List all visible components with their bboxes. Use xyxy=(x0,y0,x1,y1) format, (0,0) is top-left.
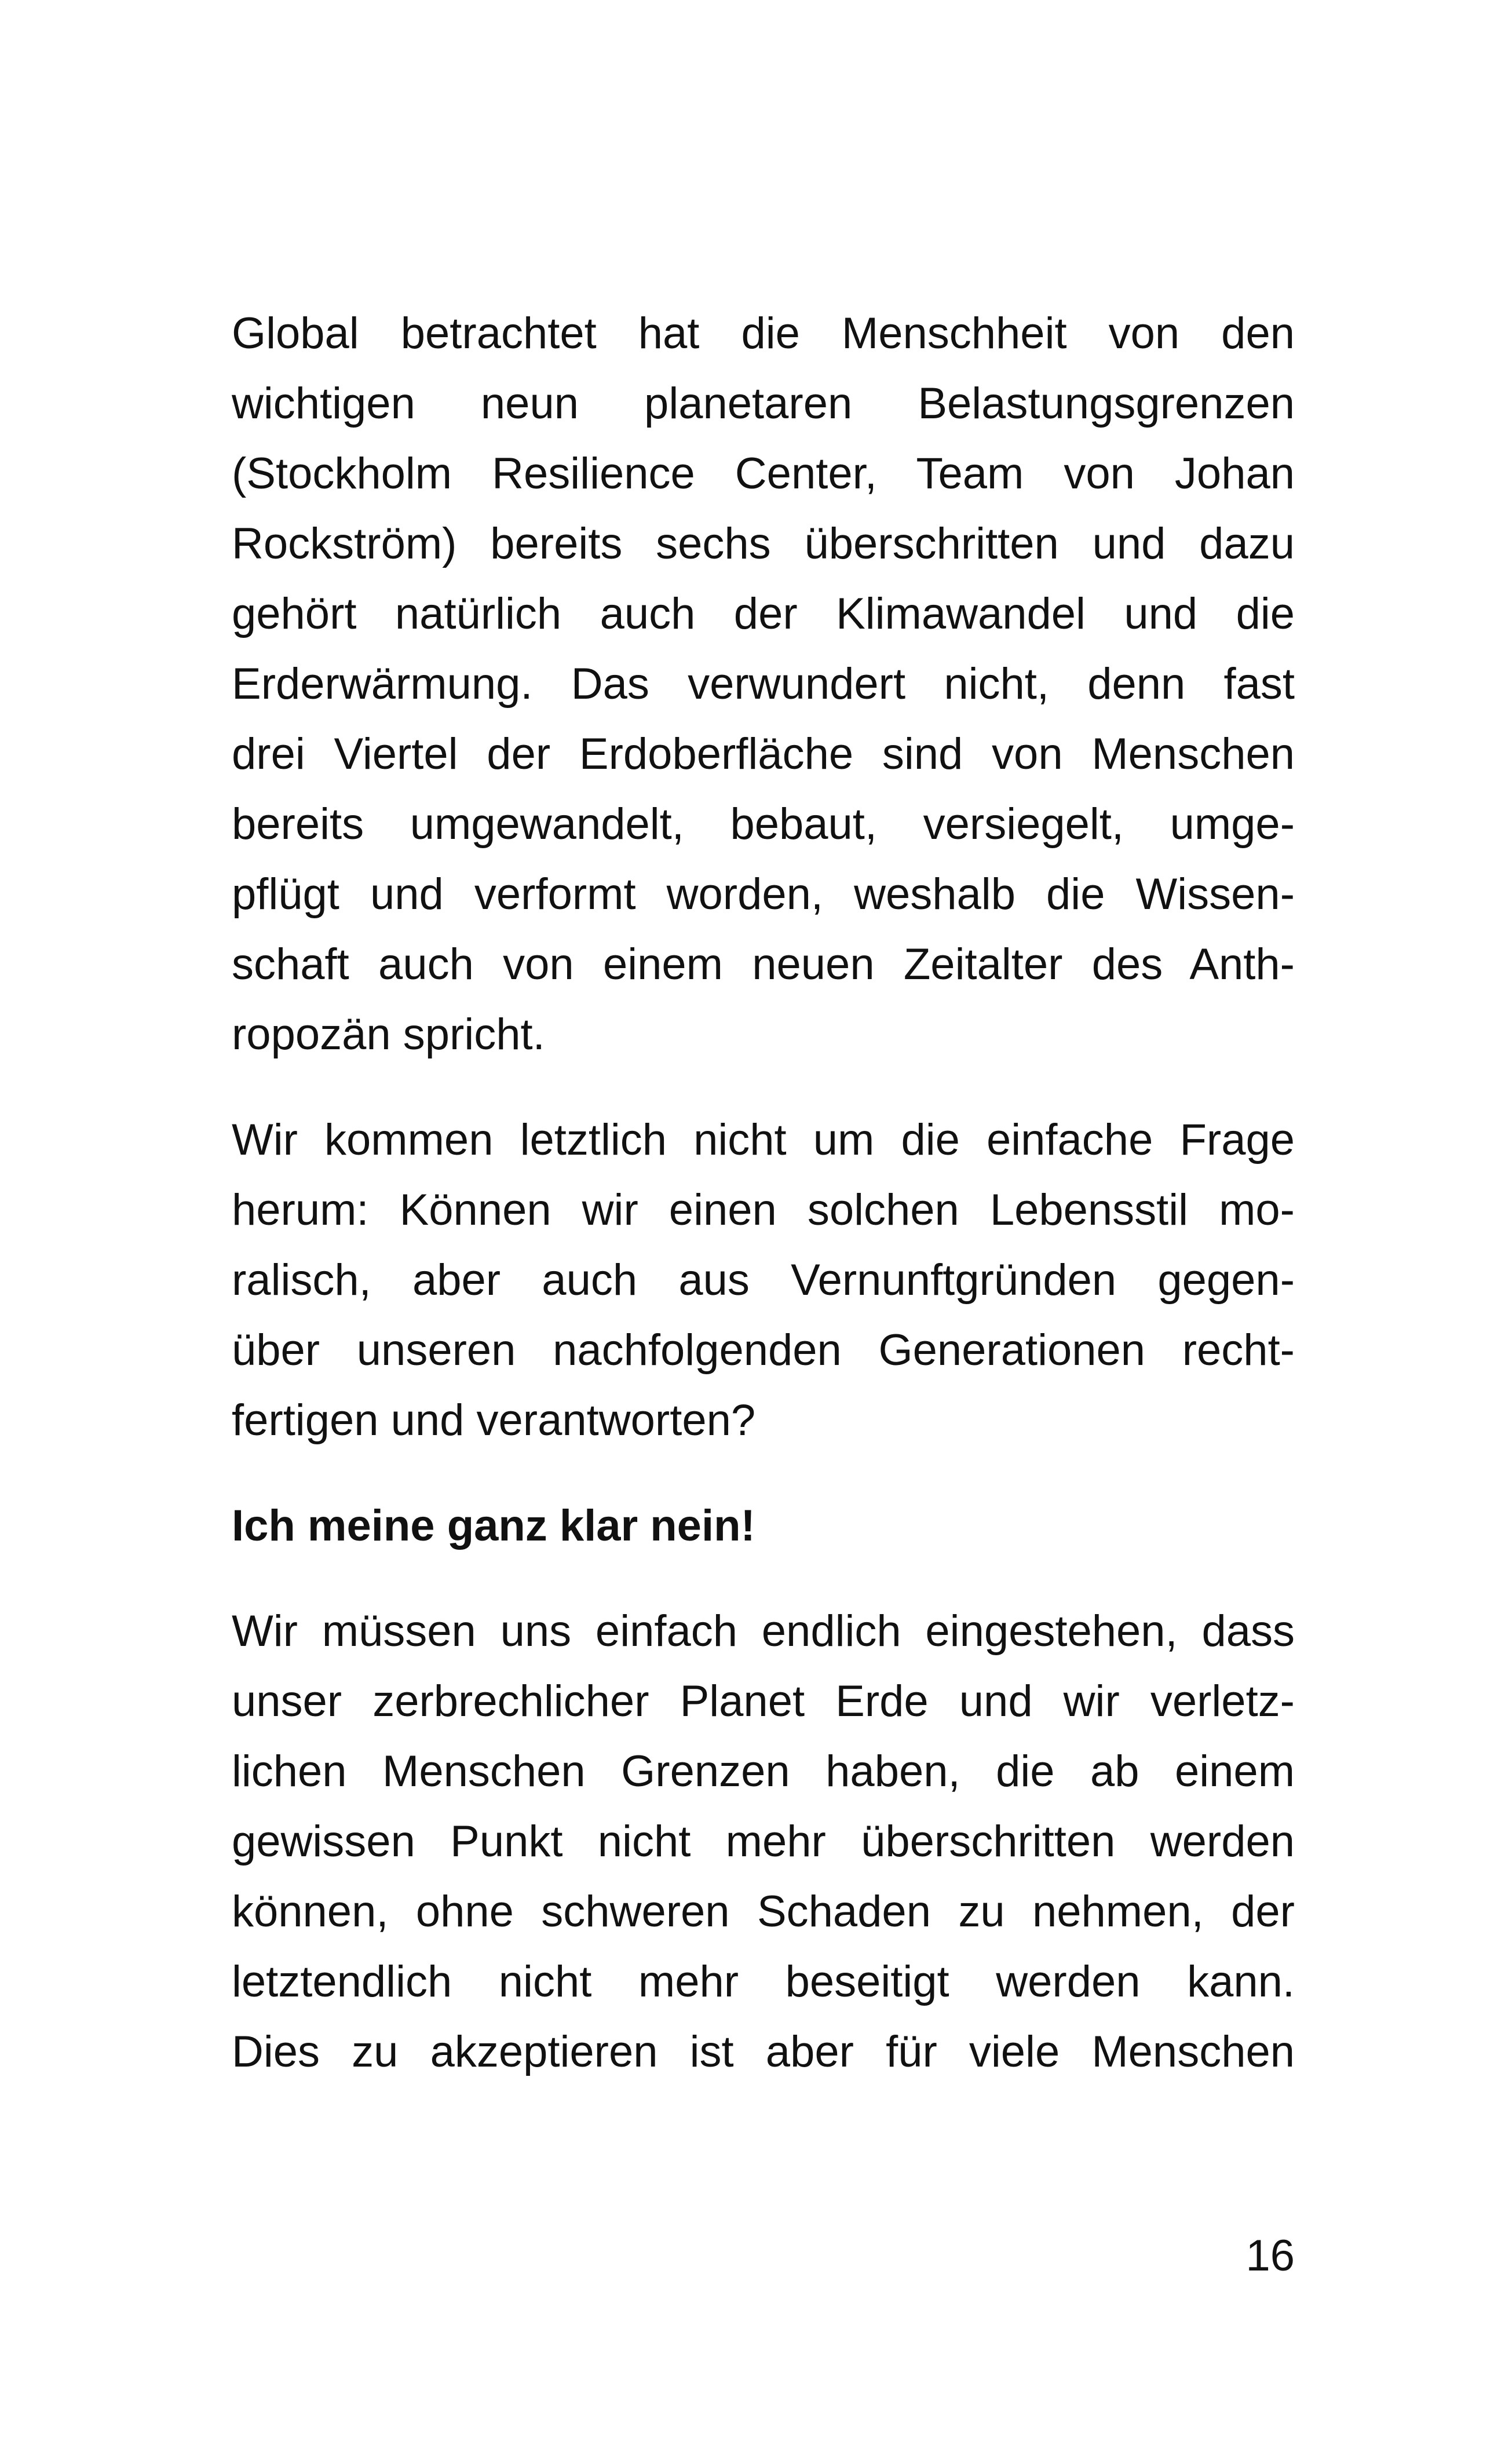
text-line: drei Viertel der Erdoberfläche sind von Menschen xyxy=(232,729,1295,779)
text-line: gewissen Punkt nicht mehr überschritten werden xyxy=(232,1817,1295,1866)
text-line: über unseren nachfolgenden Generationen recht- xyxy=(232,1326,1295,1375)
text-line: letztendlich nicht mehr beseitigt werden kann. xyxy=(232,1957,1295,2006)
paragraph-answer xyxy=(232,1491,1295,1561)
text-line: lichen Menschen Grenzen haben, die ab einem xyxy=(232,1747,1295,1796)
text-line: ralisch, aber auch aus Vernunftgründen gegen- xyxy=(232,1255,1295,1305)
text-line: (Stockholm Resilience Center, Team von Johan xyxy=(232,449,1295,498)
bold-statement: Ich meine ganz klar nein! xyxy=(232,1501,755,1550)
text-line: Dies zu akzeptieren ist aber für viele Menschen xyxy=(232,2027,1295,2076)
text-line: Wir müssen uns einfach endlich eingestehen, dass xyxy=(232,1607,1295,1656)
text-line: Rockström) bereits sechs überschritten und dazu xyxy=(232,519,1295,568)
paragraph-question xyxy=(232,1105,1295,1455)
paragraph-planetary-boundaries xyxy=(232,298,1295,1069)
text-line: pflügt und verformt worden, weshalb die Wissen- xyxy=(232,870,1295,919)
text-line: unser zerbrechlicher Planet Erde und wir verletz- xyxy=(232,1677,1295,1726)
text-line: bereits umgewandelt, bebaut, versiegelt, umge- xyxy=(232,800,1295,849)
text-line: schaft auch von einem neuen Zeitalter des Anth- xyxy=(232,940,1295,989)
text-line: Wir kommen letztlich nicht um die einfache Frage xyxy=(232,1115,1295,1165)
text-line: Erderwärmung. Das verwundert nicht, denn fast xyxy=(232,659,1295,709)
text-line: Global betrachtet hat die Menschheit von den xyxy=(232,309,1295,358)
text-line: ropozän spricht. xyxy=(232,1010,545,1059)
page-number: 16 xyxy=(1245,2231,1295,2280)
text-line: herum: Können wir einen solchen Lebensstil mo- xyxy=(232,1185,1295,1235)
text-line: können, ohne schweren Schaden zu nehmen, der xyxy=(232,1887,1295,1936)
text-line: gehört natürlich auch der Klimawandel und die xyxy=(232,589,1295,638)
body-text xyxy=(232,298,1295,2087)
text-line: fertigen und verantworten? xyxy=(232,1396,756,1445)
paragraph-limits xyxy=(232,1596,1295,2087)
text-line: wichtigen neun planetaren Belastungsgrenzen xyxy=(232,379,1295,428)
